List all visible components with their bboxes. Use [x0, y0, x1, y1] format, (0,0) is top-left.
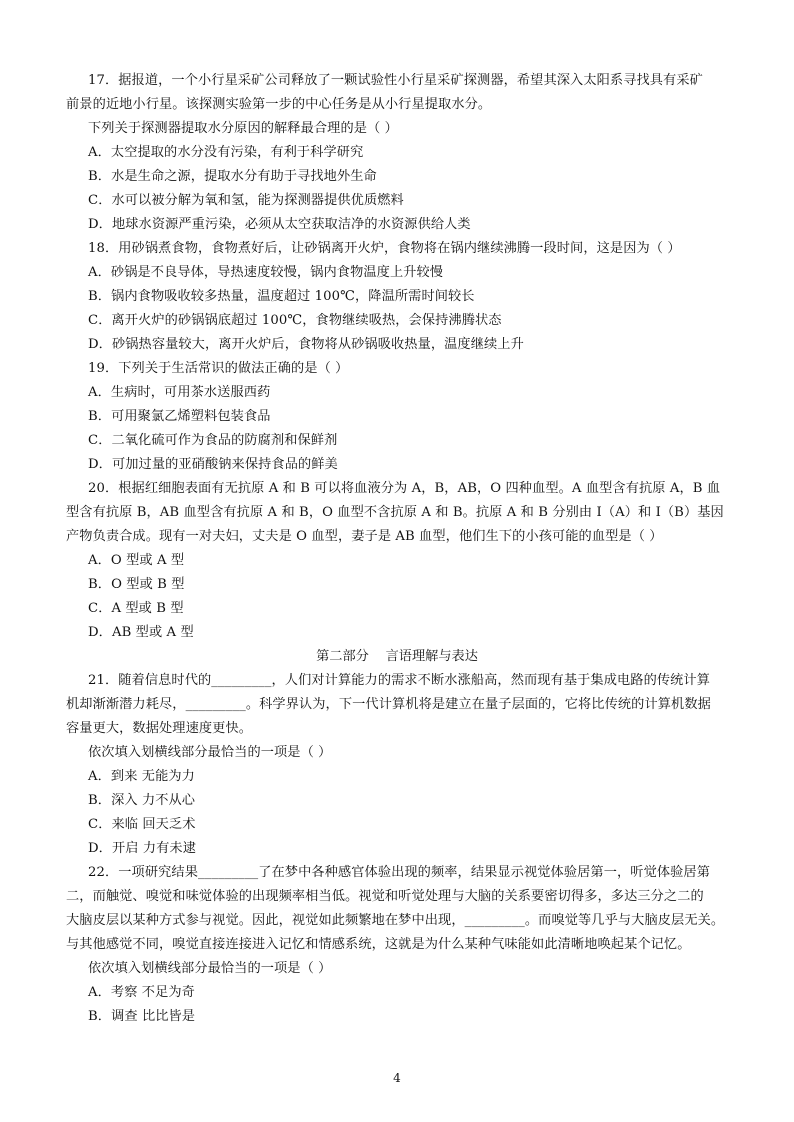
- text-line: D．可加过量的亚硝酸钠来保持食品的鲜美: [88, 457, 338, 472]
- text-line: 19．下列关于生活常识的做法正确的是（ ）: [88, 361, 349, 376]
- text-line: A．生病时，可用茶水送服西药: [88, 385, 271, 400]
- text-line: A．砂锅是不良导体，导热速度较慢，锅内食物温度上升较慢: [88, 265, 444, 280]
- text-line: 依次填入划横线部分最恰当的一项是（ ）: [88, 961, 332, 976]
- text-line: 大脑皮层以某种方式参与视觉。因此，视觉如此频繁地在梦中出现，_________。而嗅觉等几乎与大脑皮层无关。: [66, 913, 725, 928]
- text-line: D．开启 力有未逮: [88, 841, 196, 856]
- text-line: 21．随着信息时代的_________，人们对计算能力的需求不断水涨船高，然而现有基于集成电路的传统计算: [88, 673, 711, 688]
- text-line: 依次填入划横线部分最恰当的一项是（ ）: [88, 745, 332, 760]
- text-line: 前景的近地小行星。该探测实验第一步的中心任务是从小行星提取水分。: [66, 97, 492, 112]
- text-line: 与其他感觉不同，嗅觉直接连接进入记忆和情感系统，这就是为什么某种气味能如此清晰地唤起某个记忆。: [66, 937, 691, 952]
- text-line: C．水可以被分解为氧和氢，能为探测器提供优质燃料: [88, 193, 404, 208]
- text-line: 下列关于探测器提取水分原因的解释最合理的是（ ）: [88, 121, 398, 136]
- text-line: 产物负责合成。现有一对夫妇，丈夫是 O 血型，妻子是 AB 血型，他们生下的小孩可能的血型是（ ）: [66, 529, 663, 544]
- text-line: A．太空提取的水分没有污染，有利于科学研究: [88, 145, 364, 160]
- text-line: 机却渐渐潜力耗尽，_________。科学界认为，下一代计算机将是建立在量子层面的，它将比传统的计算机数据: [66, 697, 711, 712]
- text-line: B．深入 力不从心: [88, 793, 196, 808]
- text-line: B．可用聚氯乙烯塑料包装食品: [88, 409, 271, 424]
- text-line: B．O 型或 B 型: [88, 577, 185, 592]
- text-line: A．考察 不足为奇: [88, 985, 195, 1000]
- text-line: C．二氧化硫可作为食品的防腐剂和保鲜剂: [88, 433, 338, 448]
- page-number: 4: [393, 1071, 401, 1085]
- text-line: B．水是生命之源，提取水分有助于寻找地外生命: [88, 169, 377, 184]
- text-line: A．O 型或 A 型: [88, 553, 185, 568]
- section-title: 第二部分 言语理解与表达: [316, 649, 478, 664]
- text-line: 型含有抗原 B，AB 血型含有抗原 A 和 B，O 血型不含抗原 A 和 B。抗原 A 和 B 分别由 I（A）和 I（B）基因: [66, 505, 724, 520]
- text-line: 容量更大，数据处理速度更快。: [66, 721, 253, 736]
- text-line: C．A 型或 B 型: [88, 601, 184, 616]
- text-line: 22．一项研究结果_________了在梦中各种感官体验出现的频率，结果显示视觉体验居第一，听觉体验居第: [88, 865, 711, 880]
- text-line: D．砂锅热容量较大，离开火炉后，食物将从砂锅吸收热量，温度继续上升: [88, 337, 524, 352]
- text-line: 17．据报道，一个小行星采矿公司释放了一颗试验性小行星采矿探测器，希望其深入太阳系寻找具有采矿: [88, 73, 703, 88]
- text-line: 18．用砂锅煮食物，食物煮好后，让砂锅离开火炉，食物将在锅内继续沸腾一段时间，这是因为（ ）: [88, 241, 681, 256]
- text-line: A．到来 无能为力: [88, 769, 195, 784]
- text-line: B．锅内食物吸收较多热量，温度超过 100℃，降温所需时间较长: [88, 289, 475, 304]
- text-line: 20．根据红细胞表面有无抗原 A 和 B 可以将血液分为 A，B，AB，O 四种血型。A 血型含有抗原 A，B 血: [88, 481, 721, 496]
- text-line: C．离开火炉的砂锅锅底超过 100℃，食物继续吸热，会保持沸腾状态: [88, 313, 502, 328]
- text-line: B．调查 比比皆是: [88, 1009, 196, 1024]
- text-line: D．AB 型或 A 型: [88, 625, 194, 640]
- text-line: C．来临 回天乏术: [88, 817, 196, 832]
- text-line: 二，而触觉、嗅觉和味觉体验的出现频率相当低。视觉和听觉处理与大脑的关系要密切得多，多达三分之二的: [66, 889, 704, 904]
- text-line: D．地球水资源严重污染，必须从太空获取洁净的水资源供给人类: [88, 217, 471, 232]
